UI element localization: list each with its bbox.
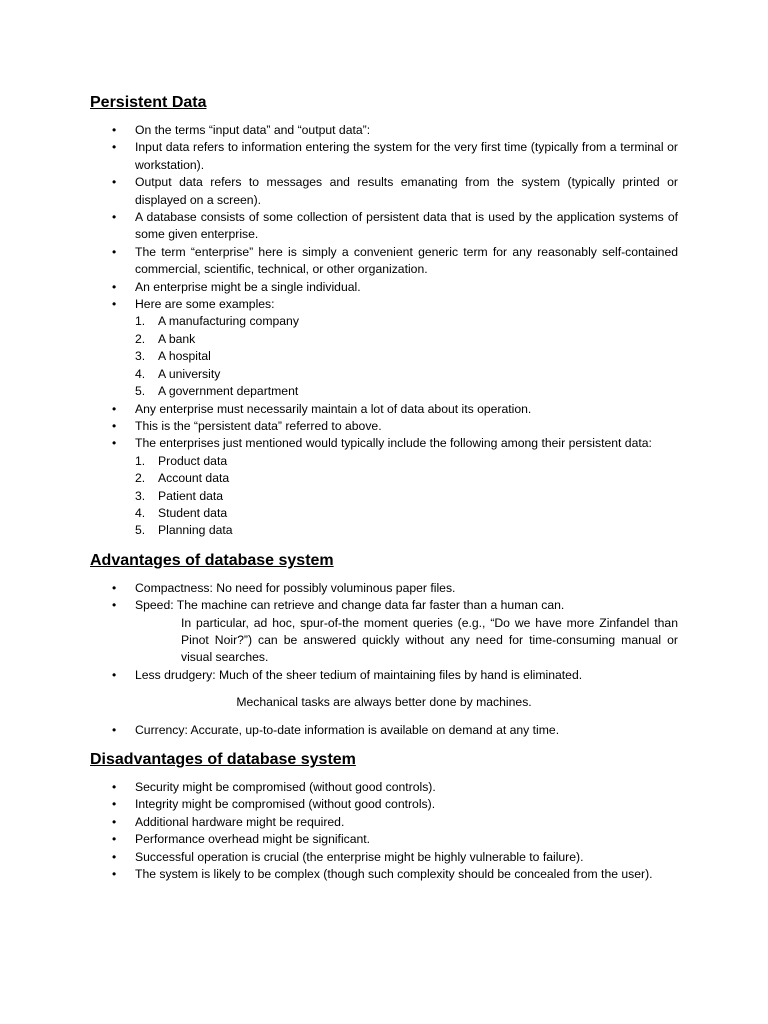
list-item-text: The system is likely to be complex (though such complexity should be concealed from the user). bbox=[135, 867, 653, 882]
item-number: 5. bbox=[135, 523, 146, 538]
item-number: 3. bbox=[135, 488, 146, 503]
list-item-text: Security might be compromised (without good controls). bbox=[135, 780, 436, 794]
numbered-item bbox=[90, 453, 678, 470]
list-item bbox=[90, 667, 678, 684]
bullet-icon: • bbox=[112, 722, 117, 737]
item-number: 4. bbox=[135, 505, 146, 520]
list-item-text: Currency: Accurate, up-to-date information is available on demand at any time. bbox=[135, 722, 560, 737]
bullet-icon: • bbox=[112, 780, 117, 794]
list-item bbox=[90, 279, 678, 296]
numbered-item bbox=[90, 348, 678, 365]
list-item-text: Successful operation is crucial (the enterprise might be highly vulnerable to failure). bbox=[135, 849, 584, 864]
drudgery-detail-paragraph: Mechanical tasks are always better done by machines. bbox=[236, 695, 532, 710]
numbered-item bbox=[90, 522, 678, 539]
speed-detail-paragraph: In particular, ad hoc, spur-of-the moment queries (e.g., “Do we have more Zinfandel than Pinot Noir?”) can be answered quickly without any need for time-consuming manual or visual searches. bbox=[181, 615, 678, 665]
bullet-icon: • bbox=[112, 418, 117, 433]
list-item-text: A database consists of some collection of persistent data that is used by the application systems of some given enterprise. bbox=[135, 210, 678, 242]
item-text: Patient data bbox=[158, 488, 224, 503]
list-item bbox=[90, 401, 678, 418]
bullet-icon: • bbox=[112, 849, 117, 864]
item-text: A bank bbox=[158, 331, 196, 346]
item-number: 1. bbox=[135, 453, 146, 468]
item-number: 1. bbox=[135, 314, 146, 329]
list-item bbox=[90, 866, 678, 883]
list-item-text: Less drudgery: Much of the sheer tedium of maintaining files by hand is eliminated. bbox=[135, 667, 583, 682]
bullet-icon: • bbox=[112, 580, 117, 595]
bullet-icon: • bbox=[112, 297, 117, 312]
numbered-item bbox=[90, 383, 678, 400]
list-item bbox=[90, 722, 678, 739]
list-item bbox=[90, 139, 678, 174]
item-text: A government department bbox=[158, 384, 299, 399]
numbered-item bbox=[90, 505, 678, 522]
list-item-text: On the terms “input data” and “output data”: bbox=[135, 123, 371, 137]
list-item bbox=[90, 597, 678, 614]
bullet-icon: • bbox=[112, 140, 117, 155]
list-item bbox=[90, 418, 678, 435]
bullet-icon: • bbox=[112, 123, 117, 137]
disadvantages-list bbox=[90, 779, 678, 883]
numbered-item bbox=[90, 313, 678, 330]
list-item bbox=[90, 209, 678, 244]
document-body bbox=[90, 92, 678, 883]
bullet-icon: • bbox=[112, 436, 117, 451]
list-item-text: Here are some examples: bbox=[135, 297, 275, 312]
item-text: Student data bbox=[158, 505, 228, 520]
bullet-icon: • bbox=[112, 401, 117, 416]
bullet-icon: • bbox=[112, 797, 117, 812]
section-heading-advantages: Advantages of database system bbox=[90, 551, 334, 569]
bullet-icon: • bbox=[112, 814, 117, 829]
advantages-list-continued bbox=[90, 667, 678, 684]
list-item bbox=[90, 831, 678, 848]
item-number: 3. bbox=[135, 349, 146, 364]
bullet-icon: • bbox=[112, 210, 117, 225]
persistent-data-list bbox=[90, 122, 678, 313]
item-text: A manufacturing company bbox=[158, 314, 299, 329]
list-item-text: Performance overhead might be significant. bbox=[135, 832, 371, 847]
list-item-text: Any enterprise must necessarily maintain a lot of data about its operation. bbox=[135, 401, 532, 416]
item-number: 2. bbox=[135, 331, 146, 346]
list-item bbox=[90, 580, 678, 597]
bullet-icon: • bbox=[112, 175, 117, 190]
bullet-icon: • bbox=[112, 832, 117, 847]
item-text: A university bbox=[158, 366, 221, 381]
item-text: Planning data bbox=[158, 523, 233, 538]
list-item bbox=[90, 296, 678, 313]
numbered-item bbox=[90, 470, 678, 487]
item-text: A hospital bbox=[158, 349, 211, 364]
item-number: 4. bbox=[135, 366, 146, 381]
advantages-list-final bbox=[90, 722, 678, 739]
numbered-item bbox=[90, 331, 678, 348]
list-item-text: Additional hardware might be required. bbox=[135, 814, 345, 829]
item-number: 2. bbox=[135, 471, 146, 486]
numbered-item bbox=[90, 366, 678, 383]
item-text: Product data bbox=[158, 453, 228, 468]
list-item bbox=[90, 244, 678, 279]
list-item bbox=[90, 779, 678, 796]
list-item-text: This is the “persistent data” referred to above. bbox=[135, 418, 382, 433]
data-types-list bbox=[90, 453, 678, 540]
list-item bbox=[90, 796, 678, 813]
bullet-icon: • bbox=[112, 867, 117, 882]
item-text: Account data bbox=[158, 471, 230, 486]
list-item-text: The enterprises just mentioned would typically include the following among their persistent data: bbox=[135, 436, 652, 451]
list-item bbox=[90, 814, 678, 831]
numbered-item bbox=[90, 488, 678, 505]
list-item bbox=[90, 174, 678, 209]
list-item-text: Input data refers to information entering the system for the very first time (typically from a terminal or workstation). bbox=[135, 140, 678, 172]
bullet-icon: • bbox=[112, 598, 117, 613]
list-item-text: Output data refers to messages and results emanating from the system (typically printed or displayed on a screen). bbox=[135, 175, 678, 207]
bullet-icon: • bbox=[112, 667, 117, 682]
examples-list bbox=[90, 313, 678, 400]
list-item-text: An enterprise might be a single individual. bbox=[135, 279, 361, 294]
list-item bbox=[90, 122, 678, 139]
persistent-data-list-continued bbox=[90, 401, 678, 453]
list-item-text: The term “enterprise” here is simply a convenient generic term for any reasonably self-contained commercial, scientific, technical, or other organization. bbox=[135, 244, 678, 277]
bullet-icon: • bbox=[112, 244, 117, 259]
bullet-icon: • bbox=[112, 279, 117, 294]
list-item-text: Integrity might be compromised (without good controls). bbox=[135, 797, 436, 812]
list-item-text: Speed: The machine can retrieve and change data far faster than a human can. bbox=[135, 598, 565, 613]
advantages-list bbox=[90, 580, 678, 615]
section-heading-disadvantages: Disadvantages of database system bbox=[90, 751, 356, 768]
section-heading-persistent-data: Persistent Data bbox=[90, 94, 207, 111]
list-item bbox=[90, 849, 678, 866]
list-item bbox=[90, 435, 678, 452]
list-item-text: Compactness: No need for possibly voluminous paper files. bbox=[135, 580, 456, 595]
item-number: 5. bbox=[135, 384, 146, 399]
